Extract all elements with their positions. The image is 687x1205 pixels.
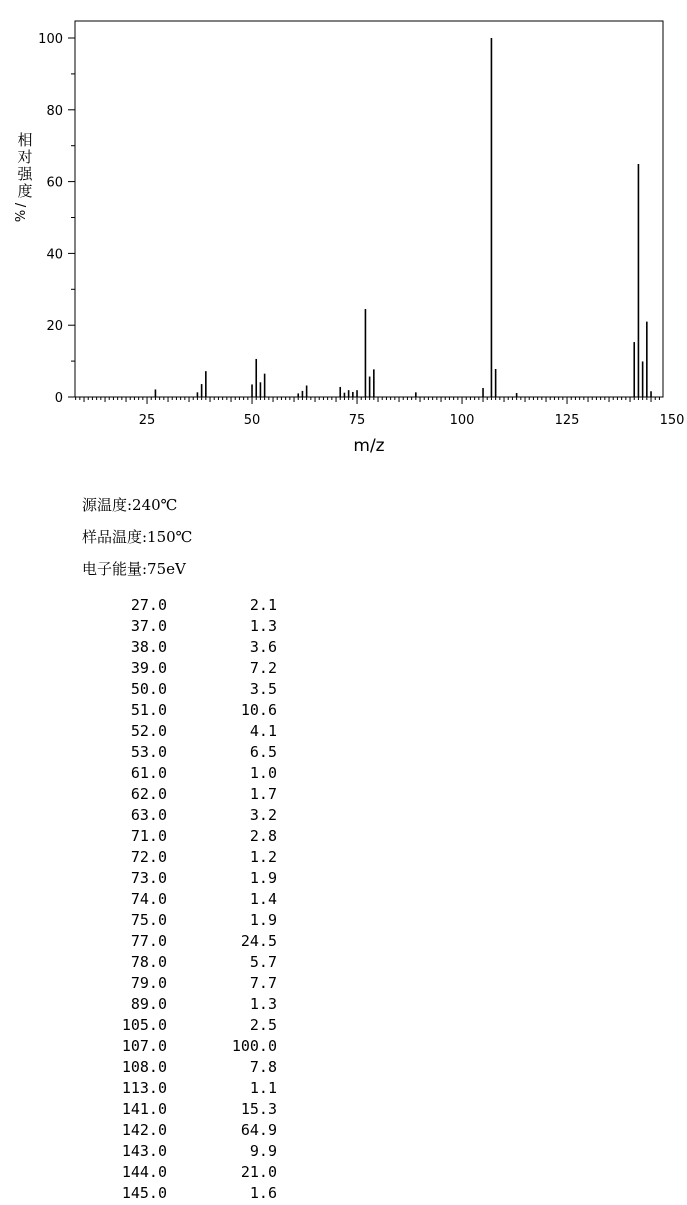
- sample-temperature: 样品温度:150℃: [82, 528, 193, 546]
- mz-value: 71.0: [130, 827, 167, 845]
- x-tick-label: 125: [554, 413, 580, 428]
- mz-value: 50.0: [130, 680, 167, 698]
- mz-value: 73.0: [130, 869, 167, 887]
- mz-value: 78.0: [130, 953, 167, 971]
- table-row: [0, 953, 300, 974]
- table-row: [0, 932, 300, 953]
- intensity-value: 2.5: [249, 1016, 277, 1034]
- y-tick-label: 100: [38, 32, 63, 47]
- mz-value: 79.0: [130, 974, 167, 992]
- y-axis-label: [14, 131, 33, 222]
- mz-value: 51.0: [130, 701, 167, 719]
- mz-value: 143.0: [121, 1142, 167, 1160]
- mz-value: 37.0: [130, 617, 167, 635]
- mz-value: 39.0: [130, 659, 167, 677]
- intensity-value: 1.3: [249, 617, 277, 635]
- source-temperature: 源温度:240℃: [82, 496, 178, 514]
- intensity-value: 2.8: [249, 827, 277, 845]
- mz-value: 145.0: [121, 1184, 167, 1202]
- y-tick-label: 40: [46, 247, 63, 263]
- intensity-value: 1.6: [249, 1184, 277, 1202]
- table-row: [0, 890, 300, 911]
- mz-value: 89.0: [130, 995, 167, 1013]
- mz-value: 105.0: [121, 1016, 167, 1034]
- electron-energy: 电子能量:75eV: [82, 560, 186, 578]
- mz-value: 75.0: [130, 911, 167, 929]
- intensity-value: 1.1: [249, 1079, 277, 1097]
- table-row: [0, 974, 300, 995]
- table-row: [0, 995, 300, 1016]
- intensity-value: 1.2: [249, 848, 277, 866]
- y-axis-label-char: 相: [17, 131, 33, 149]
- table-row: [0, 680, 300, 701]
- intensity-value: 1.9: [249, 911, 277, 929]
- y-tick-label: 60: [46, 175, 63, 191]
- table-row: [0, 701, 300, 722]
- intensity-value: 1.4: [249, 890, 277, 908]
- intensity-value: 7.7: [249, 974, 277, 992]
- table-row: [0, 743, 300, 764]
- table-row: [0, 827, 300, 848]
- table-row: [0, 1142, 300, 1163]
- mz-value: 61.0: [130, 764, 167, 782]
- y-axis-label-char: 强: [17, 165, 33, 183]
- intensity-value: 4.1: [249, 722, 277, 740]
- table-row: [0, 722, 300, 743]
- intensity-value: 7.2: [249, 659, 277, 677]
- table-row: [0, 1058, 300, 1079]
- mz-value: 113.0: [121, 1079, 167, 1097]
- mz-value: 108.0: [121, 1058, 167, 1076]
- intensity-value: 9.9: [249, 1142, 277, 1160]
- intensity-value: 1.9: [249, 869, 277, 887]
- mz-value: 62.0: [130, 785, 167, 803]
- table-row: [0, 764, 300, 785]
- intensity-value: 3.5: [249, 680, 277, 698]
- table-row: [0, 785, 300, 806]
- mz-value: 72.0: [130, 848, 167, 866]
- mz-value: 142.0: [121, 1121, 167, 1139]
- intensity-value: 64.9: [240, 1121, 277, 1139]
- intensity-value: 15.3: [240, 1100, 277, 1118]
- table-row: [0, 659, 300, 680]
- table-row: [0, 596, 300, 617]
- intensity-value: 10.6: [240, 701, 277, 719]
- x-tick-label: 100: [449, 413, 475, 428]
- mz-value: 74.0: [130, 890, 167, 908]
- table-row: [0, 1121, 300, 1142]
- table-row: [0, 1037, 300, 1058]
- y-axis-label-char: /: [14, 202, 29, 208]
- intensity-value: 5.7: [249, 953, 277, 971]
- mz-value: 27.0: [130, 596, 167, 614]
- peak-table: [0, 596, 300, 1205]
- x-tick-label: 75: [348, 413, 366, 428]
- table-row: [0, 1079, 300, 1100]
- table-row: [0, 869, 300, 890]
- mz-value: 63.0: [130, 806, 167, 824]
- y-axis-label-char: 对: [17, 148, 33, 166]
- intensity-value: 1.0: [249, 764, 277, 782]
- table-row: [0, 1100, 300, 1121]
- table-row: [0, 806, 300, 827]
- mz-value: 38.0: [130, 638, 167, 656]
- y-tick-label: 80: [46, 103, 63, 119]
- mz-value: 107.0: [121, 1037, 167, 1055]
- intensity-value: 24.5: [240, 932, 277, 950]
- table-row: [0, 911, 300, 932]
- table-row: [0, 1016, 300, 1037]
- intensity-value: 7.8: [249, 1058, 277, 1076]
- mz-value: 53.0: [130, 743, 167, 761]
- x-tick-label: 50: [243, 413, 261, 428]
- y-axis-label-char: %: [14, 209, 29, 223]
- intensity-value: 3.6: [249, 638, 277, 656]
- intensity-value: 100.0: [231, 1037, 277, 1055]
- mz-value: 52.0: [130, 722, 167, 740]
- y-axis-label-char: 度: [17, 182, 33, 200]
- table-row: [0, 638, 300, 659]
- mass-spectrum-chart: [0, 0, 687, 470]
- intensity-value: 21.0: [240, 1163, 277, 1181]
- x-tick-label: 25: [138, 413, 156, 428]
- intensity-value: 3.2: [249, 806, 277, 824]
- x-axis-label: m/z: [353, 436, 385, 456]
- intensity-value: 6.5: [249, 743, 277, 761]
- table-row: [0, 848, 300, 869]
- mz-value: 77.0: [130, 932, 167, 950]
- table-row: [0, 617, 300, 638]
- table-row: [0, 1163, 300, 1184]
- table-row: [0, 1184, 300, 1205]
- intensity-value: 1.3: [249, 995, 277, 1013]
- plot-frame: [75, 21, 663, 397]
- x-tick-label: 150: [659, 413, 685, 428]
- intensity-value: 2.1: [249, 596, 277, 614]
- mz-value: 144.0: [121, 1163, 167, 1181]
- mz-value: 141.0: [121, 1100, 167, 1118]
- y-tick-label: 0: [54, 391, 63, 406]
- intensity-value: 1.7: [249, 785, 277, 803]
- y-tick-label: 20: [46, 319, 63, 335]
